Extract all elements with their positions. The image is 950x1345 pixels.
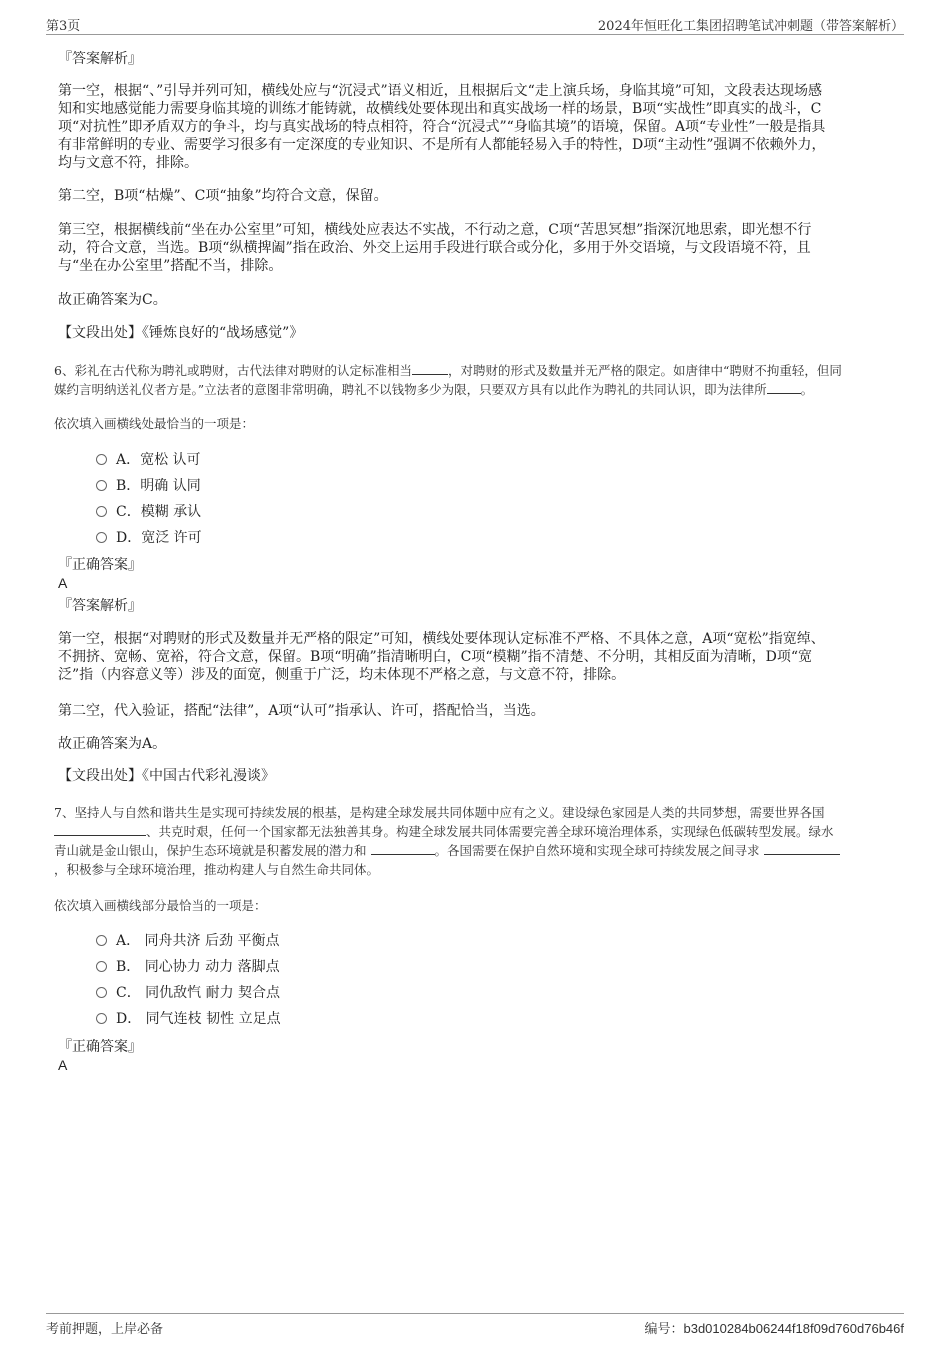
- q6-analysis-label: 『答案解析』: [58, 598, 142, 614]
- q7-option-d[interactable]: D． 同气连枝 韧性 立足点: [96, 1010, 281, 1028]
- q7-prompt: 依次填入画横线部分最恰当的一项是：: [54, 898, 267, 913]
- text-line: 均与文意不符，排除。: [58, 155, 198, 171]
- text-line: 第一空，根据“、”引导并列可知，横线处应与“沉浸式”语义相近，且根据后文“走上演兵场，身临其境”可知，文段表达现场感: [58, 83, 822, 99]
- q5-conclusion: 故正确答案为C。: [58, 292, 167, 308]
- text-line: 、共克时艰，任何一个国家都无法独善其身。构建全球发展共同体需要完善全球环境治理体系，实现绿色低碳转型发展。绿水: [54, 822, 894, 841]
- radio-icon[interactable]: [96, 1013, 107, 1024]
- text-line: 项“对抗性”即矛盾双方的争斗，均与真实战场的特点相符，符合“沉浸式”“身临其境”的语境，保留。A项“专业性”一般是指具: [58, 119, 826, 135]
- q7-stem: [54, 803, 894, 879]
- q5-analysis-p3: [58, 221, 892, 275]
- footer-slogan: 考前押题，上岸必备: [46, 1322, 164, 1337]
- q7-correct-label: 『正确答案』: [58, 1039, 142, 1055]
- text-line: 泛”指（内容意义等）涉及的面宽，侧重于广泛，均未体现不严格之意，与文意不符，排除。: [58, 667, 626, 683]
- page-number: 第3页: [46, 19, 81, 34]
- text-line: 第三空，根据横线前“坐在办公室里”可知，横线处应表达不实战，不行动之意，C项“苦思冥想”指深沉地思索，即光想不行: [58, 222, 812, 238]
- radio-icon[interactable]: [96, 506, 107, 517]
- q7-option-a[interactable]: A． 同舟共济 后劲 平衡点: [96, 932, 279, 950]
- answer-blank: [412, 362, 448, 375]
- page-header: [46, 14, 904, 35]
- text-line: 动，符合文意，当选。B项“纵横捭阖”指在政治、外交上运用手段进行联合或分化，多用于外交语境，与文段语境不符，且: [58, 240, 811, 256]
- text-line: 第一空，根据“对聘财的形式及数量并无严格的限定”可知，横线处要体现认定标准不严格、不具体之意，A项“宽松”指宽绰、: [58, 631, 825, 647]
- answer-blank: [764, 842, 840, 855]
- q5-analysis-p2: 第二空，B项“枯燥”、C项“抽象”均符合文意，保留。: [58, 188, 388, 204]
- q6-analysis-p2: 第二空，代入验证，搭配“法律”，A项“认可”指承认、许可，搭配恰当，当选。: [58, 703, 545, 719]
- document-code: 编号：b3d010284b06244f18f09d760d76b46f: [644, 1321, 904, 1337]
- answer-blank: [767, 381, 801, 394]
- q6-option-a[interactable]: A．宽松 认可: [96, 451, 201, 469]
- q5-analysis-p1: [58, 82, 892, 172]
- radio-icon[interactable]: [96, 987, 107, 998]
- q6-prompt: 依次填入画横线处最恰当的一项是：: [54, 416, 255, 431]
- q7-correct-answer: A: [58, 1057, 68, 1073]
- document-title: 2024年恒旺化工集团招聘笔试冲刺题（带答案解析）: [597, 19, 904, 34]
- answer-blank: [54, 823, 146, 836]
- q6-option-c[interactable]: C．模糊 承认: [96, 503, 201, 521]
- q7-option-b[interactable]: B． 同心协力 动力 落脚点: [96, 958, 280, 976]
- q6-source: 【文段出处】《中国古代彩礼漫谈》: [58, 768, 275, 784]
- text-line: 青山就是金山银山，保护生态环境就是积蓄发展的潜力和 。各国需要在保护自然环境和实现全球可持续发展之间寻求: [54, 841, 894, 860]
- q6-correct-label: 『正确答案』: [58, 557, 142, 573]
- text-line: 6、彩礼在古代称为聘礼或聘财，古代法律对聘财的认定标准相当 ，对聘财的形式及数量并无严格的限定。如唐律中“聘财不拘重轻，但同: [54, 363, 842, 378]
- answer-blank: [371, 842, 435, 855]
- text-line: ，积极参与全球环境治理，推动构建人与自然生命共同体。: [54, 862, 380, 877]
- text-line: 知和实地感觉能力需要身临其境的训练才能铸就，故横线处要体现出和真实战场一样的场景，B项“实战性”即真实的战斗，C: [58, 101, 822, 117]
- radio-icon[interactable]: [96, 961, 107, 972]
- q6-stem: [54, 361, 894, 399]
- text-line: 媒约言明纳送礼仪者方是。”立法者的意图非常明确，聘礼不以钱物多少为限，只要双方具有以此作为聘礼的共同认识，即为法律所 。: [54, 382, 814, 397]
- text-line: 7、坚持人与自然和谐共生是实现可持续发展的根基，是构建全球发展共同体题中应有之义。建设绿色家园是人类的共同梦想，需要世界各国: [54, 805, 825, 820]
- q6-correct-answer: A: [58, 575, 68, 591]
- radio-icon[interactable]: [96, 480, 107, 491]
- q6-conclusion: 故正确答案为A。: [58, 736, 167, 752]
- text-line: 与“坐在办公室里”搭配不当，排除。: [58, 258, 283, 274]
- q5-analysis-label: 『答案解析』: [58, 51, 142, 67]
- radio-icon[interactable]: [96, 532, 107, 543]
- text-line: 有非常鲜明的专业、需要学习很多有一定深度的专业知识、不是所有人都能轻易入手的特性，D项“主动性”强调不依赖外力，: [58, 137, 826, 153]
- q6-analysis-p1: [58, 630, 892, 684]
- q7-option-c[interactable]: C． 同仇敌忾 耐力 契合点: [96, 984, 280, 1002]
- q6-option-d[interactable]: D．宽泛 许可: [96, 529, 202, 547]
- page-footer: [46, 1313, 904, 1336]
- text-line: 不拥挤、宽畅、宽裕，符合文意，保留。B项“明确”指清晰明白，C项“模糊”指不清楚、不分明，其相反面为清晰，D项“宽: [58, 649, 813, 665]
- q5-source: 【文段出处】《锤炼良好的“战场感觉”》: [58, 325, 304, 341]
- q6-option-b[interactable]: B．明确 认同: [96, 477, 201, 495]
- radio-icon[interactable]: [96, 454, 107, 465]
- radio-icon[interactable]: [96, 935, 107, 946]
